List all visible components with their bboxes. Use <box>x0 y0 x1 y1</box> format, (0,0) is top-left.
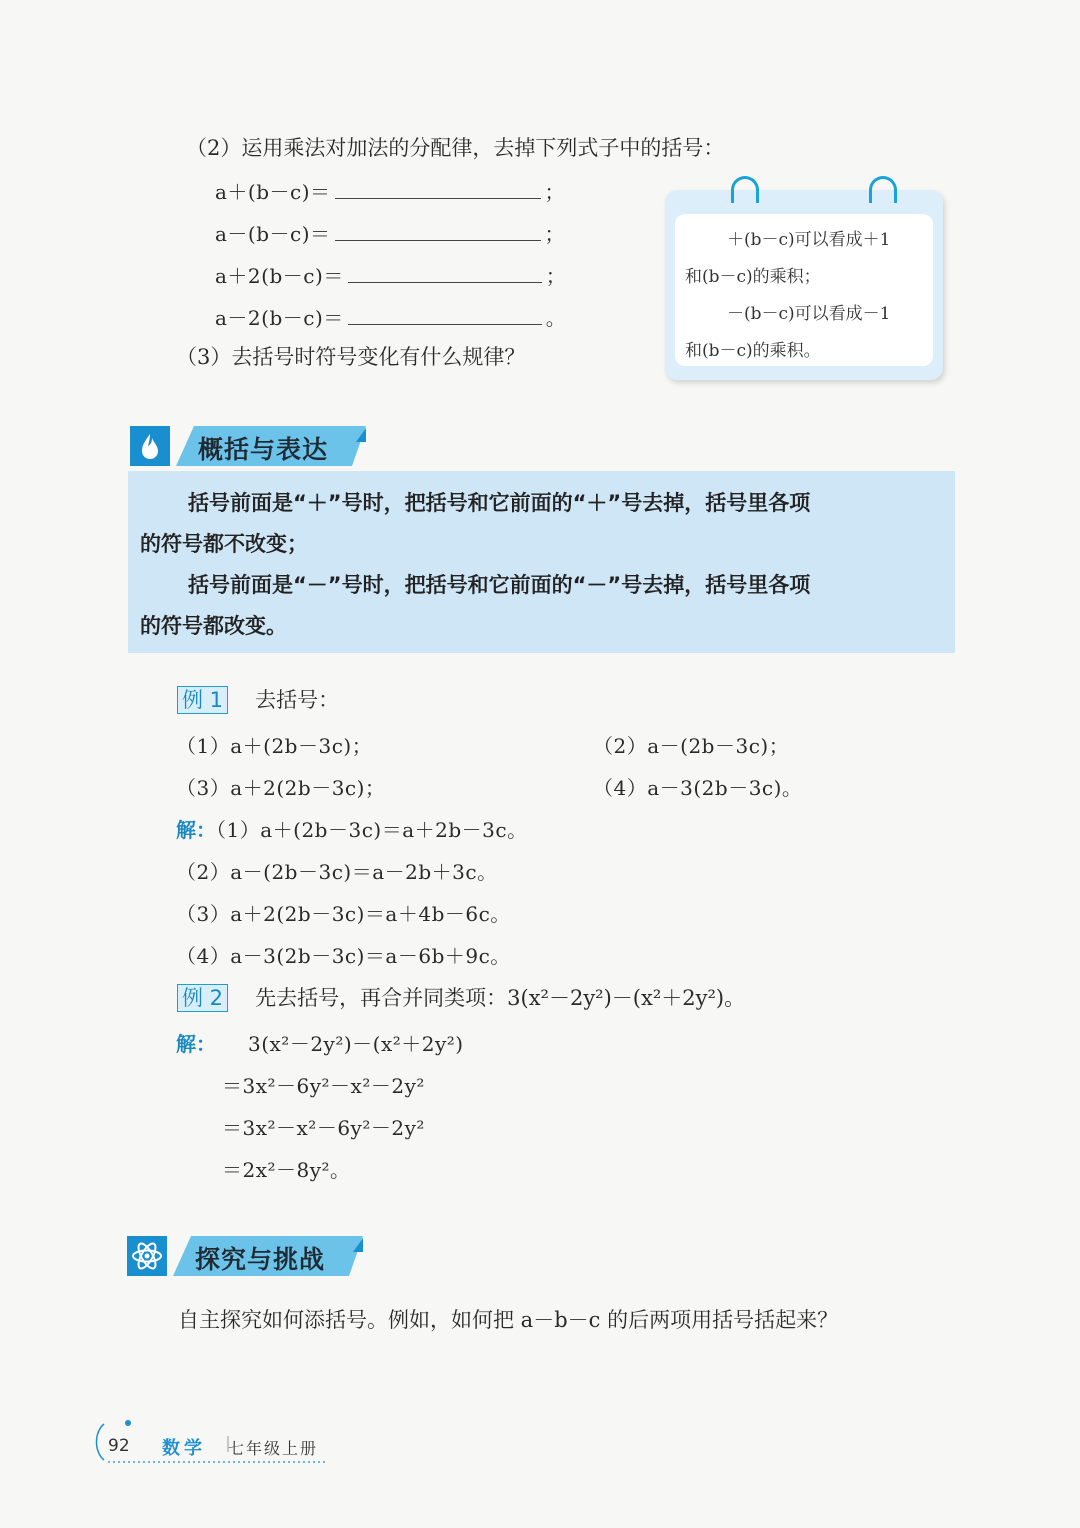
hint-note-body <box>675 214 933 366</box>
example-1-header <box>177 684 339 714</box>
solution-step: ＝2x²－8y²。 <box>222 1158 351 1182</box>
section-title: 探究与挑战 <box>195 1245 326 1274</box>
note-line: ＋(b－c)可以看成＋1 <box>727 230 891 250</box>
blank-row-4 <box>215 302 566 331</box>
example-item: （3）a＋2(2b－3c)； <box>176 776 386 800</box>
fill-blank-2[interactable] <box>335 222 541 241</box>
fill-blank-4[interactable] <box>348 306 542 325</box>
solution-line: （4）a－3(2b－3c)＝a－6b＋9c。 <box>176 944 511 968</box>
rule-line: 括号前面是“－”号时，把括号和它前面的“－”号去掉，括号里各项 <box>188 573 811 597</box>
example-label: 例 1 <box>177 686 228 714</box>
solution-line: （2）a－(2b－3c)＝a－2b＋3c。 <box>176 860 498 884</box>
expr-2: a－(b－c)＝ <box>215 222 331 246</box>
end-2: ； <box>544 222 566 246</box>
solution-row <box>176 814 528 843</box>
solution-row <box>176 1028 464 1057</box>
end-4: 。 <box>545 306 567 330</box>
rule-box <box>128 471 955 653</box>
footer-subject: 数学 <box>162 1438 206 1459</box>
note-line: －(b－c)可以看成－1 <box>727 304 891 324</box>
solution-step: 3(x²－2y²)－(x²＋2y²) <box>248 1032 464 1056</box>
page-number: 92 <box>108 1436 130 1456</box>
solution-step: ＝3x²－6y²－x²－2y² <box>222 1074 425 1098</box>
rule-line: 括号前面是“＋”号时，把括号和它前面的“＋”号去掉，括号里各项 <box>188 491 811 515</box>
expr-4: a－2(b－c)＝ <box>215 306 344 330</box>
expr-3: a＋2(b－c)＝ <box>215 264 344 288</box>
rule-line: 的符号都改变。 <box>140 614 287 638</box>
example-2-header <box>177 982 745 1012</box>
solution-label: 解： <box>176 818 216 842</box>
blank-row-1 <box>215 176 565 205</box>
end-1: ； <box>544 180 566 204</box>
solution-label: 解： <box>176 1032 216 1056</box>
question-2-prompt: （2）运用乘法对加法的分配律，去掉下列式子中的括号： <box>186 136 725 160</box>
section-header-explore <box>127 1236 377 1276</box>
expr-1: a＋(b－c)＝ <box>215 180 331 204</box>
atom-icon <box>127 1236 167 1276</box>
section-header-tip <box>353 1238 363 1252</box>
example-task: 先去括号，再合并同类项：3(x²－2y²)－(x²＋2y²)。 <box>255 986 746 1010</box>
ring-icon <box>869 176 897 203</box>
explore-question: 自主探究如何添括号。例如，如何把 a－b－c 的后两项用括号括起来？ <box>178 1308 839 1332</box>
end-3: ； <box>545 264 567 288</box>
section-header-summary <box>130 426 380 466</box>
hint-note-card <box>665 190 943 380</box>
example-task: 去括号： <box>255 688 340 712</box>
solution-line: （1）a＋(2b－3c)＝a＋2b－3c。 <box>216 818 528 842</box>
rule-line: 的符号都不改变； <box>140 532 308 556</box>
flame-icon <box>130 426 170 466</box>
section-title: 概括与表达 <box>198 435 329 464</box>
section-header-tip <box>356 428 366 442</box>
ring-icon <box>731 176 759 203</box>
example-item: （1）a＋(2b－3c)； <box>176 734 373 758</box>
blank-row-3 <box>215 260 566 289</box>
example-item: （2）a－(2b－3c)； <box>593 734 790 758</box>
solution-line: （3）a＋2(2b－3c)＝a＋4b－6c。 <box>176 902 511 926</box>
fill-blank-3[interactable] <box>348 264 542 283</box>
fill-blank-1[interactable] <box>335 180 541 199</box>
blank-row-2 <box>215 218 565 247</box>
question-3: （3）去括号时符号变化有什么规律？ <box>176 345 526 369</box>
note-line: 和(b－c)的乘积。 <box>685 341 821 361</box>
example-label: 例 2 <box>177 984 228 1012</box>
example-item: （4）a－3(2b－3c)。 <box>593 776 803 800</box>
solution-step: ＝3x²－x²－6y²－2y² <box>222 1116 425 1140</box>
note-line: 和(b－c)的乘积； <box>685 267 821 287</box>
footer-grade: 七年级上册 <box>228 1439 319 1458</box>
